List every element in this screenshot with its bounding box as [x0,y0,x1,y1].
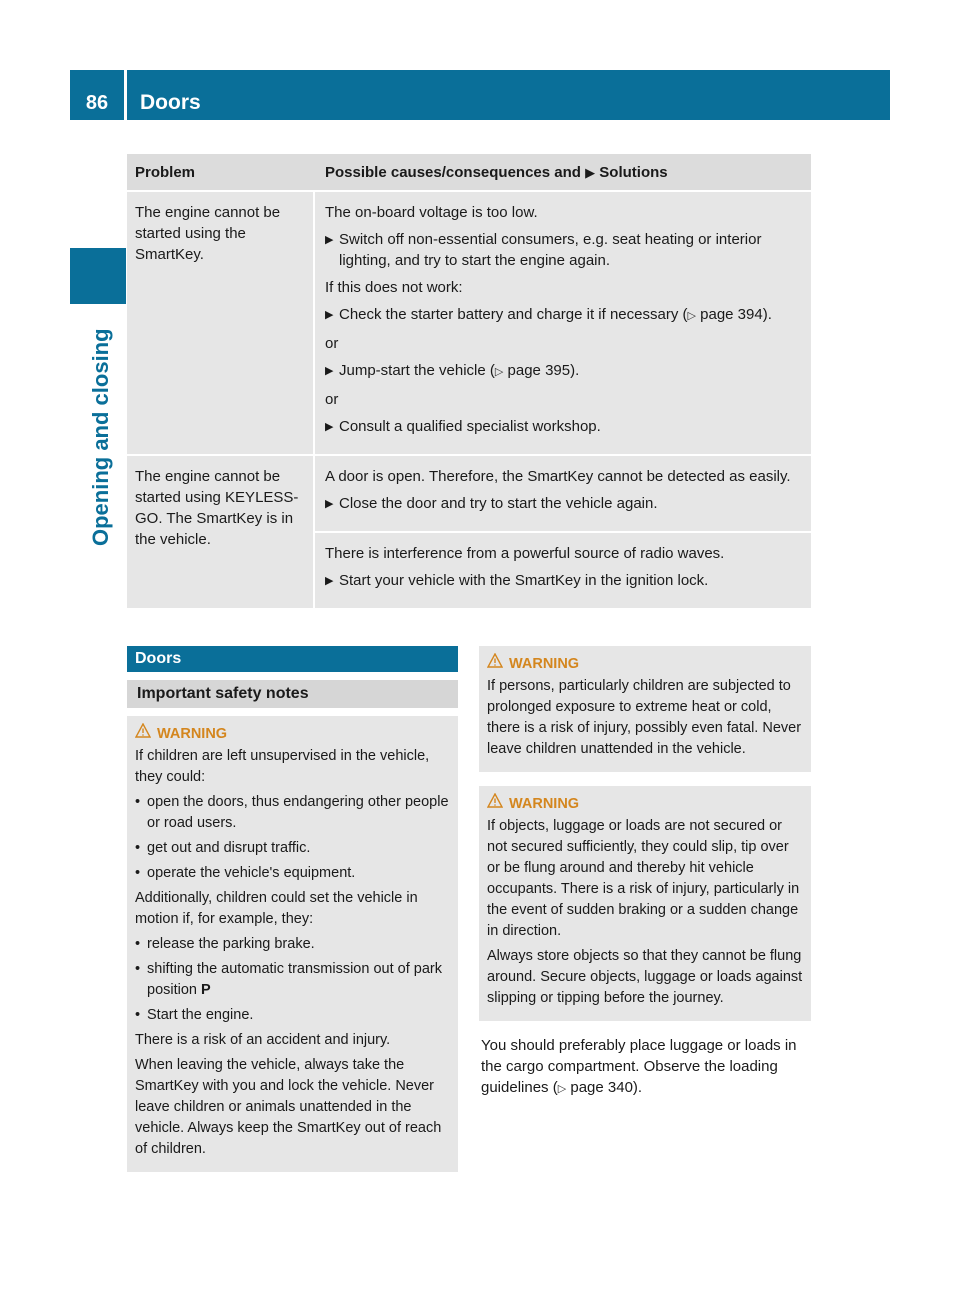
step-text: Close the door and try to start the vehicle again. [339,495,658,512]
table-row [127,456,811,610]
step-text: Switch off non-essential consumers, e.g. seat heating or interior lighting, and try to start the engine again. [339,231,762,269]
solution-cell [315,456,811,608]
solution-step [325,304,803,327]
page-ref-link[interactable]: page 395). [507,362,580,379]
step-text-main: Jump-start the vehicle ( [339,362,495,379]
header-solutions [315,154,811,190]
warning-box-objects [479,786,811,1021]
warning-triangle-icon [487,652,509,676]
warning-label: WARNING [509,796,580,812]
list-item [135,1005,450,1026]
list-item-text: release the parking brake. [147,936,315,952]
warning-box-heat [479,646,811,772]
bullet-dot: • [135,865,141,881]
solution-step [325,229,803,271]
list-item-text: open the doors, thus endangering other people or road users. [147,794,449,831]
header-divider [124,70,127,120]
solution-step [325,570,803,592]
list-item [135,863,450,884]
bullet-dot: • [135,1007,141,1023]
warning-header [135,722,450,746]
or-text: or [325,335,339,352]
header-problem: Problem [135,164,196,181]
bullet-dot: • [135,936,141,952]
warning-text: If objects, luggage or loads are not secured or not secured sufficiently, they could slip, tip over or be flung around and thereby hit vehicle occupants. There is a risk of injury, particularly in the event of sudden braking or a sudden change in direction. [487,818,800,939]
doors-right-column [479,646,811,1100]
step-text: Start your vehicle with the SmartKey in the ignition lock. [339,572,709,589]
list-item [135,934,450,955]
warning-label: WARNING [157,726,228,742]
warning-middle: Additionally, children could set the vehicle in motion if, for example, they: [135,890,418,927]
play-arrow-icon: ▶ [325,421,334,433]
warning-advice: Always store objects so that they cannot be flung around. Secure objects, luggage or loads against slipping or tipping before the journey. [487,948,803,1006]
triangle-right-icon: ▷ [557,1083,567,1095]
doors-left-column [127,646,458,1172]
park-position-letter: P [201,982,211,998]
play-arrow-icon: ▶ [325,309,334,321]
solution-block [315,192,811,454]
solution-step [325,360,803,383]
warning-box-children [127,716,458,1172]
problem-cell: The engine cannot be started using KEYLESS-GO. The SmartKey is in the vehicle. [127,456,313,608]
warning-header [487,652,803,676]
list-item-text-main: shifting the automatic transmission out of park position [147,961,442,998]
solution-step [325,493,803,515]
step-text: Consult a qualified specialist workshop. [339,418,601,435]
play-arrow-icon: ▶ [585,165,596,180]
solution-step [325,416,803,438]
chapter-label: Opening and closing [88,328,113,546]
header-solutions-suffix: Solutions [599,164,668,181]
troubleshooting-table [127,154,811,610]
warning-label: WARNING [509,656,580,672]
cause-text: The on-board voltage is too low. [325,204,538,221]
warning-header [487,792,803,816]
play-arrow-icon: ▶ [325,234,334,246]
list-item [135,959,450,1001]
step-text [339,360,579,383]
bullet-dot: • [135,961,141,977]
cause-text: There is interference from a powerful source of radio waves. [325,545,725,562]
list-item [135,838,450,859]
list-item-text: get out and disrupt traffic. [147,840,311,856]
table-header [127,154,811,192]
bullet-dot: • [135,840,141,856]
or-text: or [325,391,339,408]
page-ref-link[interactable]: page 340). [570,1079,643,1096]
solution-block [315,456,811,531]
cause-text: A door is open. Therefore, the SmartKey cannot be detected as easily. [325,468,791,485]
solution-cell [315,192,811,454]
list-item-text: operate the vehicle's equipment. [147,865,356,881]
warning-triangle-icon [135,722,157,746]
warning-triangle-icon [487,792,509,816]
step-text-main: Check the starter battery and charge it if necessary ( [339,306,688,323]
list-item-text: Start the engine. [147,1007,254,1023]
list-item-text [147,959,450,1001]
closing-text: You should preferably place luggage or loads in the cargo compartment. Observe the loading guidelines ( [481,1037,797,1096]
page-ref-link[interactable]: page 394). [700,306,772,323]
step-text [339,304,772,327]
bullet-dot: • [135,794,141,810]
table-row [127,192,811,456]
section-title: Doors [140,91,201,114]
warning-risk: There is a risk of an accident and injury. [135,1032,391,1048]
cause-text: If this does not work: [325,279,463,296]
play-arrow-icon: ▶ [325,498,334,510]
closing-paragraph [479,1035,811,1100]
list-item [135,792,450,834]
doors-heading: Doors [127,646,458,672]
play-arrow-icon: ▶ [325,575,334,587]
warning-intro: If children are left unsupervised in the vehicle, they could: [135,748,430,785]
play-arrow-icon: ▶ [325,365,334,377]
warning-text: If persons, particularly children are subjected to prolonged exposure to extreme heat or cold, there is a risk of injury, possibly even fatal. Never leave children unattended in the vehicle. [487,678,802,757]
page-number: 86 [85,92,109,114]
safety-notes-heading: Important safety notes [127,680,458,708]
triangle-right-icon: ▷ [687,310,696,322]
problem-cell: The engine cannot be started using the SmartKey. [127,192,313,454]
warning-advice: When leaving the vehicle, always take the SmartKey with you and lock the vehicle. Never leave children or animals unattended in the vehicle. Always keep the SmartKey out of reach of children. [135,1057,442,1157]
header-solutions-prefix: Possible causes/consequences and [325,164,581,181]
triangle-right-icon: ▷ [494,366,504,378]
solution-block [315,531,811,608]
